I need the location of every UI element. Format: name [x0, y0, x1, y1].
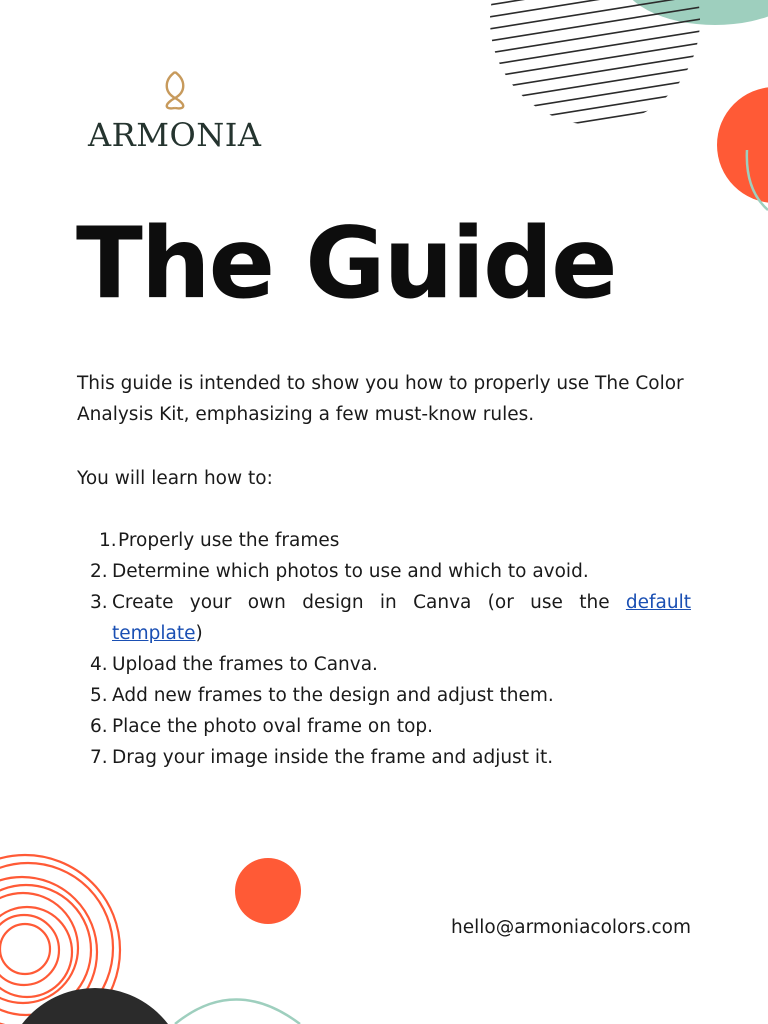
- intertwined-loops-icon: [160, 70, 190, 110]
- step-number: 6.: [90, 716, 108, 737]
- hatched-circle: [470, 0, 720, 176]
- list-item: [77, 680, 691, 711]
- list-item: [77, 742, 691, 773]
- step-number: 4.: [90, 654, 108, 675]
- step-text: Drag your image inside the frame and adjust it.: [112, 747, 554, 768]
- steps-list: [77, 525, 691, 773]
- step-number: 5.: [90, 685, 108, 706]
- step-text: Add new frames to the design and adjust them.: [112, 685, 554, 706]
- list-item: [77, 649, 691, 680]
- list-item: [77, 556, 691, 587]
- list-item: [77, 587, 691, 649]
- step-text: Properly use the frames: [118, 530, 340, 551]
- step-text: Upload the frames to Canva.: [112, 654, 378, 675]
- orange-circle-right: [717, 87, 768, 203]
- step-text: Determine which photos to use and which to avoid.: [112, 561, 589, 582]
- step-number: 3.: [90, 592, 108, 613]
- step-number: 1.: [99, 530, 117, 551]
- list-item: [77, 711, 691, 742]
- orange-dot: [235, 858, 301, 924]
- default-template-link[interactable]: default template: [112, 592, 691, 644]
- list-item: [77, 525, 691, 556]
- step-number: 2.: [90, 561, 108, 582]
- step-number: 7.: [90, 747, 108, 768]
- learn-heading: You will learn how to:: [77, 468, 273, 489]
- step-text: Place the photo oval frame on top.: [112, 716, 434, 737]
- contact-email: hello@armoniacolors.com: [451, 917, 691, 938]
- page-title: The Guide: [76, 207, 616, 321]
- step-text-end: ): [195, 623, 203, 644]
- brand-name: ARMONIA: [88, 116, 262, 154]
- dark-half-circle: [3, 988, 187, 1024]
- intro-paragraph: This guide is intended to show you how to properly use The Color Analysis Kit, emphasizing a few must-know rules.: [77, 373, 684, 425]
- step-text: Create your own design in Canva (or use the: [112, 592, 626, 613]
- mint-arc-bottom: [175, 1000, 300, 1024]
